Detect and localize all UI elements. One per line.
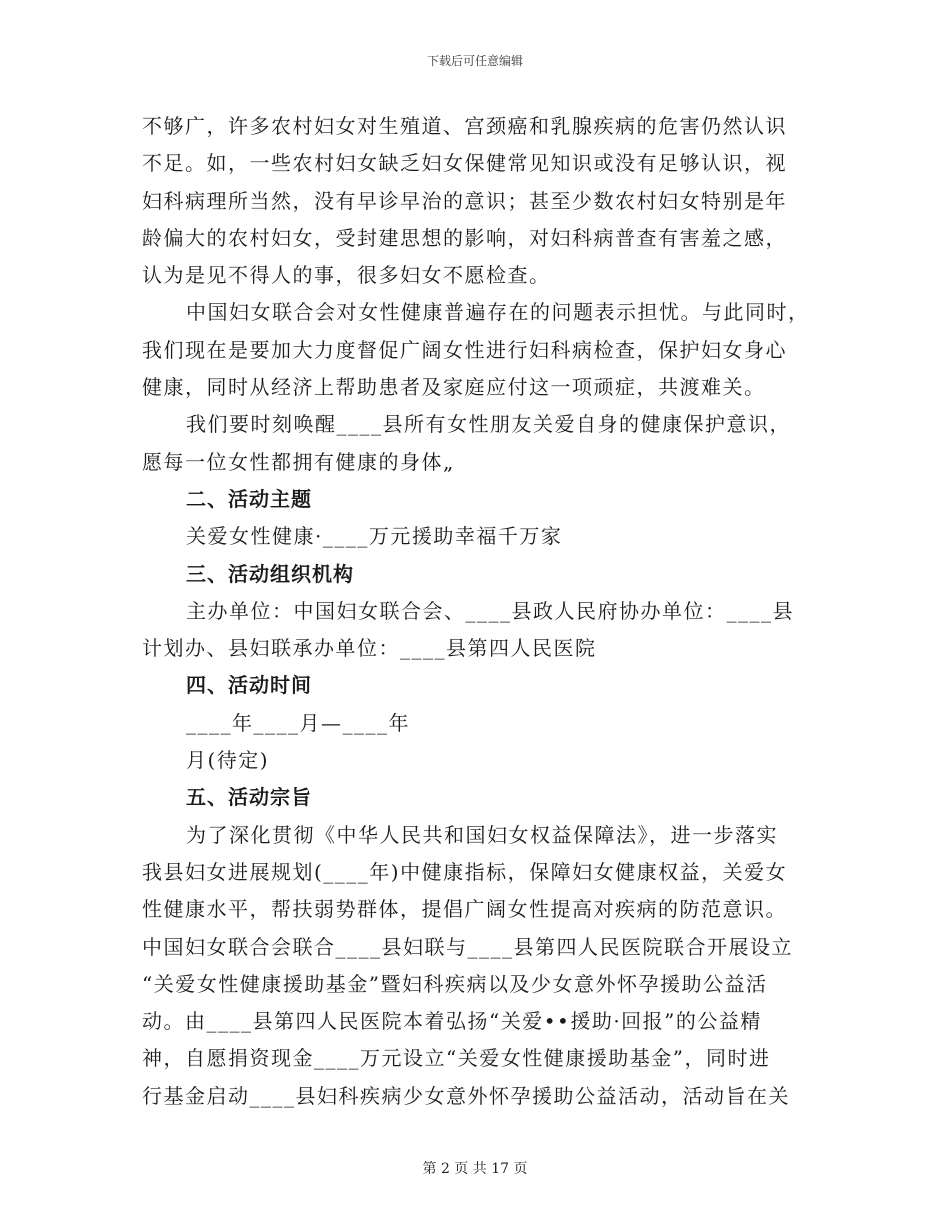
text-line: 龄偏大的农村妇女，受封建思想的影响，对妇科病普查有害羞之感， bbox=[142, 225, 787, 250]
section-heading-time: 四、活动时间 bbox=[186, 673, 312, 698]
text-line: 愿每一位女性都拥有健康的身体„ bbox=[142, 449, 455, 474]
paragraph-start: 月(待定) bbox=[186, 748, 270, 773]
section-heading-organization: 三、活动组织机构 bbox=[186, 561, 354, 586]
section-heading-purpose: 五、活动宗旨 bbox=[186, 785, 312, 810]
paragraph-start: 主办单位：中国妇女联合会、____县政人民府协办单位：____县 bbox=[186, 598, 794, 623]
paragraph-start: 中国妇女联合会对女性健康普遍存在的问题表示担忧。与此同时， bbox=[186, 300, 810, 325]
text-line: 计划办、县妇联承办单位：____县第四人民医院 bbox=[142, 636, 597, 661]
page-footer: 第 2 页 共 17 页 bbox=[422, 1161, 528, 1177]
text-line: 不够广，许多农村妇女对生殖道、宫颈癌和乳腺疾病的危害仍然认识 bbox=[142, 114, 787, 138]
text-line: 不足。如，一些农村妇女缺乏妇女保健常见知识或没有足够认识，视 bbox=[142, 151, 787, 176]
paragraph-start: 为了深化贯彻《中华人民共和国妇女权益保障法》，进一步落实 bbox=[186, 822, 778, 847]
paragraph-start: 关爱女性健康·____万元援助幸福千万家 bbox=[186, 524, 563, 549]
paragraph-start: ____年____月—____年 bbox=[186, 710, 410, 735]
text-line: 我们现在是要加大力度督促广阔女性进行妇科病检查，保护妇女身心 bbox=[142, 337, 787, 362]
section-heading-theme: 二、活动主题 bbox=[186, 486, 312, 511]
text-line: 我县妇女进展规划(____年)中健康指标，保障妇女健康权益，关爱女 bbox=[142, 859, 788, 884]
page-header: 下载后可任意编辑 bbox=[426, 54, 523, 68]
text-line: 中国妇女联合会联合____县妇联与____县第四人民医院联合开展设立 bbox=[142, 934, 793, 959]
text-line: 性健康水平，帮扶弱势群体，提倡广阔女性提高对疾病的防范意识。 bbox=[142, 897, 787, 922]
text-line: 认为是见不得人的事，很多妇女不愿检查。 bbox=[142, 263, 551, 288]
text-line: 行基金启动____县妇科疾病少女意外怀孕援助公益活动，活动旨在关 bbox=[142, 1083, 790, 1108]
text-line: 神，自愿捐资现金____万元设立“关爱女性健康援助基金”，同时进 bbox=[142, 1046, 771, 1071]
document-body bbox=[142, 108, 810, 1115]
paragraph-start: 我们要时刻唤醒____县所有女性朋友关爱自身的健康保护意识， bbox=[186, 412, 791, 437]
text-line: “关爱女性健康援助基金”暨妇科疾病以及少女意外怀孕援助公益活 bbox=[142, 971, 768, 996]
text-line: 健康，同时从经济上帮助患者及家庭应付这一项顽症，共渡难关。 bbox=[142, 375, 766, 400]
text-line: 动。由____县第四人民医院本着弘扬“关爱••援助·回报”的公益精 bbox=[142, 1009, 762, 1034]
text-line: 妇科病理所当然，没有早诊早治的意识；甚至少数农村妇女特别是年 bbox=[142, 188, 787, 213]
